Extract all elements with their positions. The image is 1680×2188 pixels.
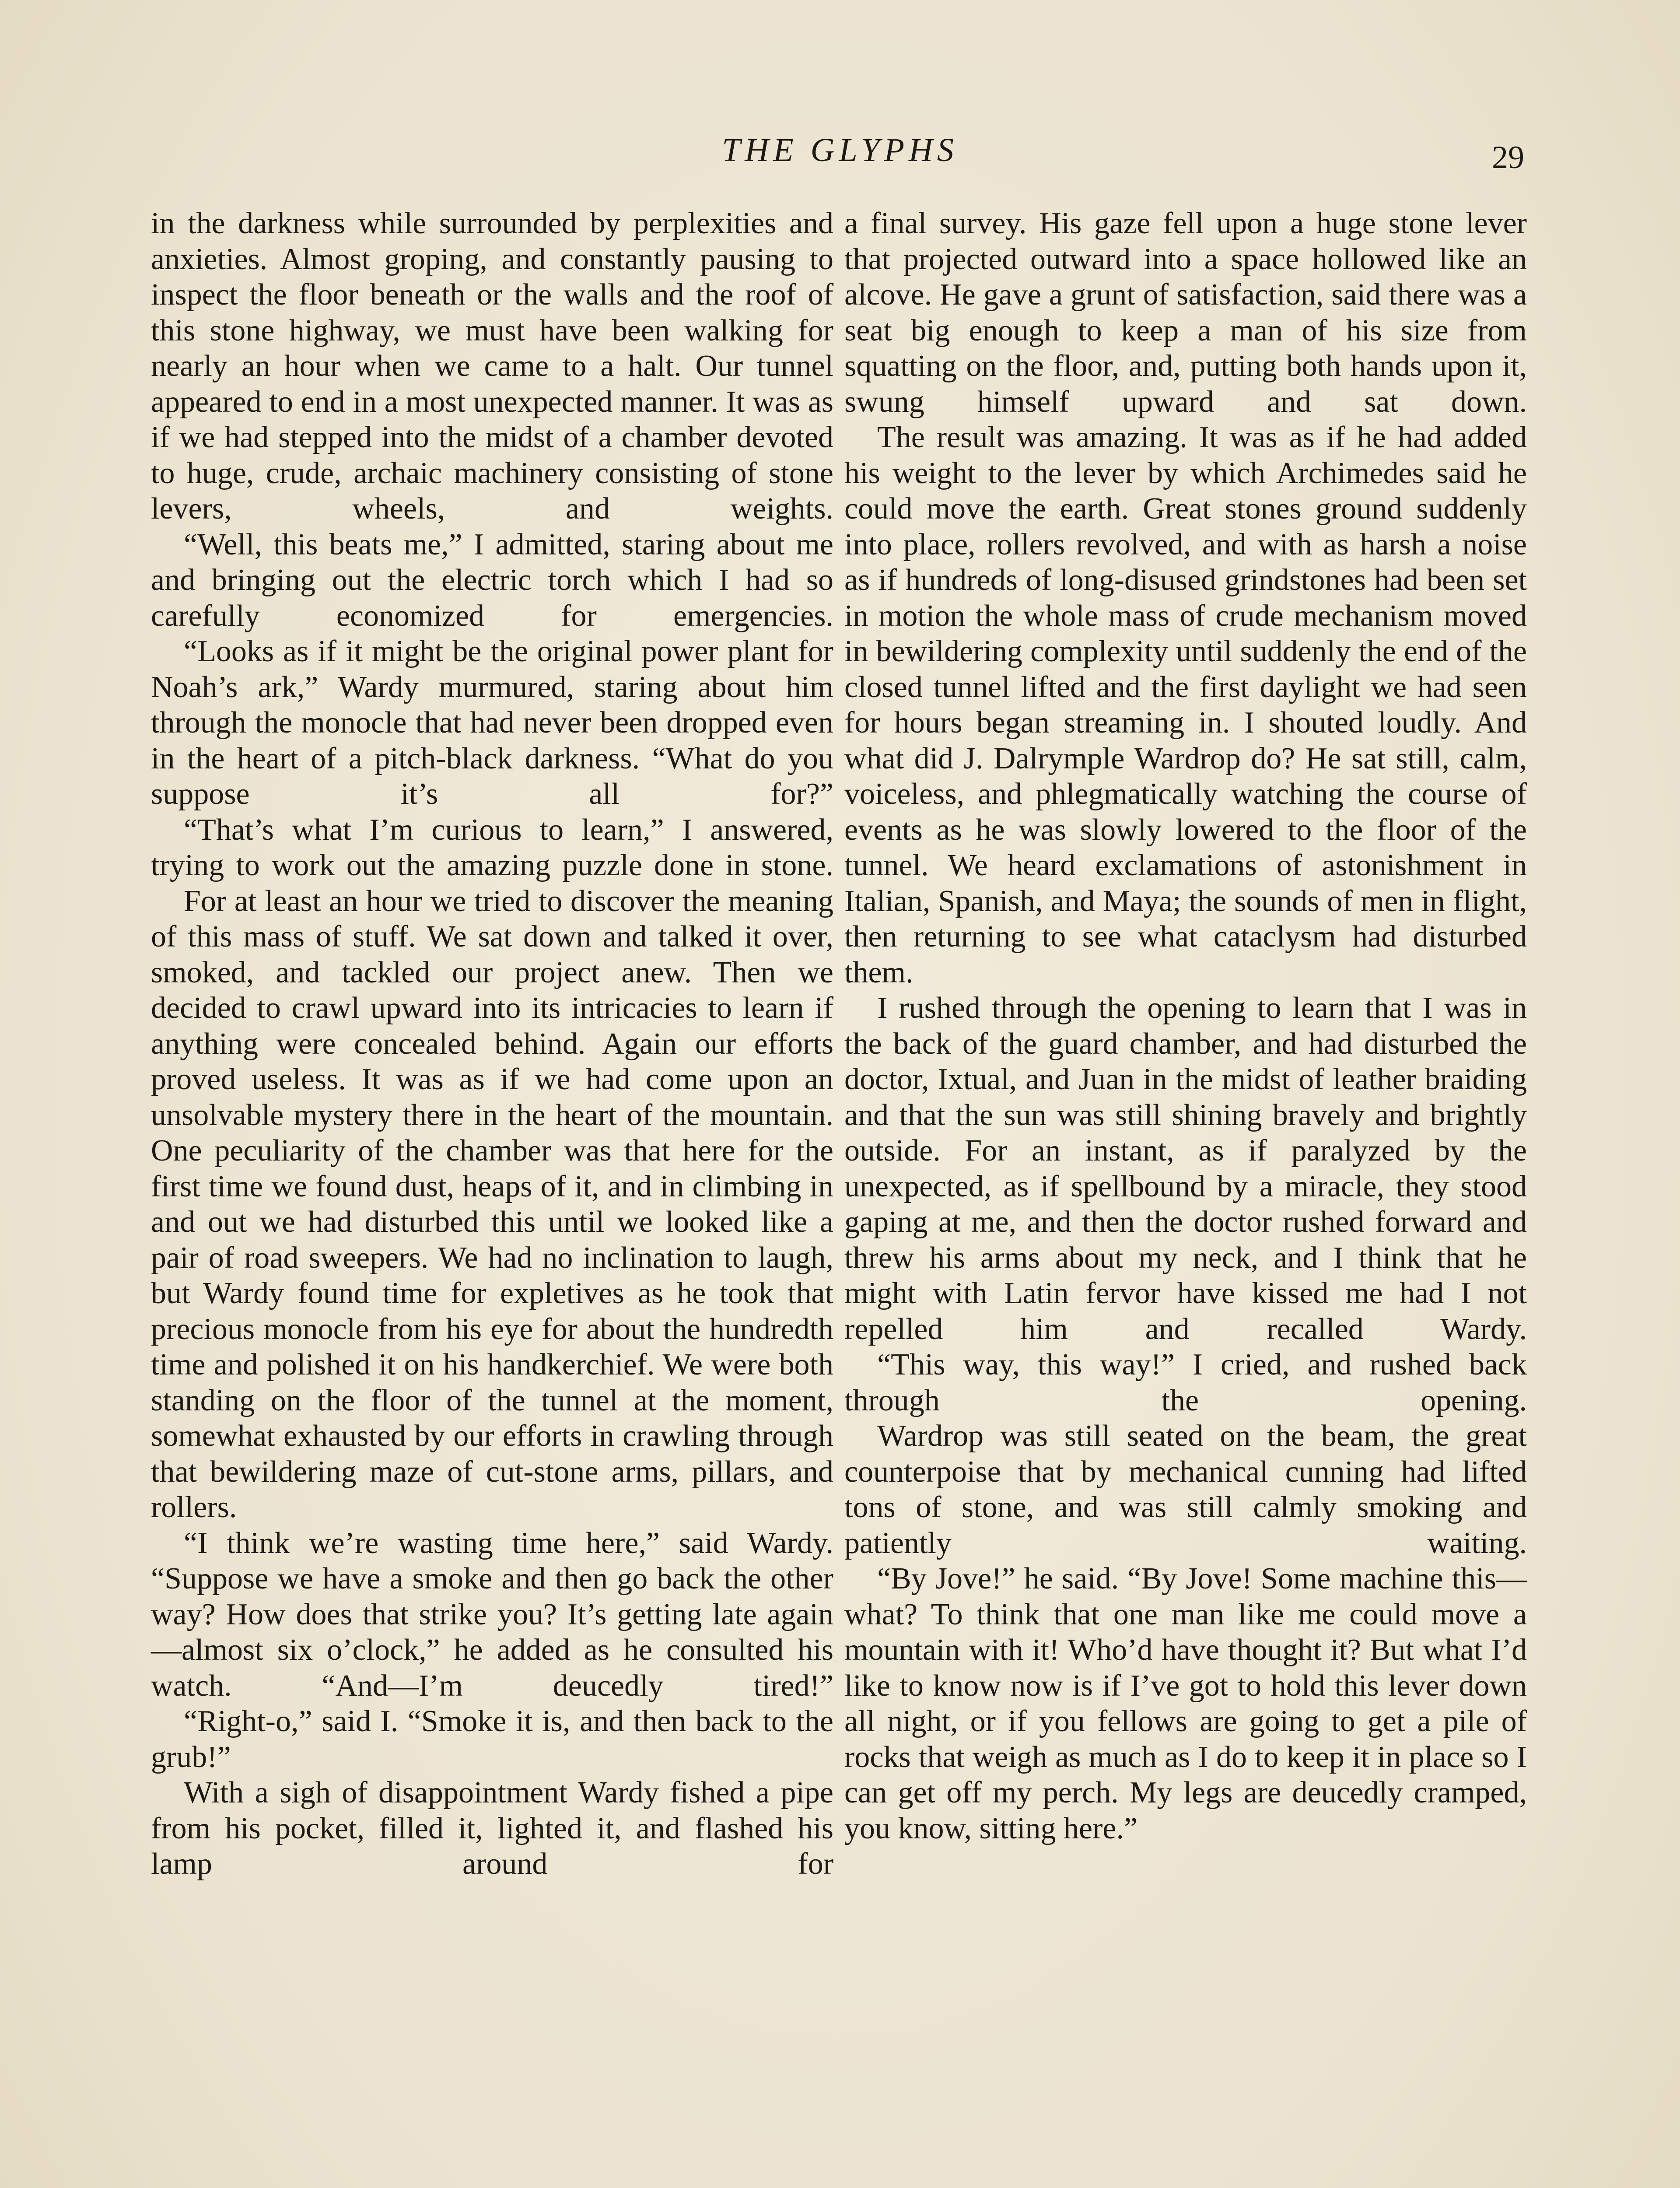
paragraph: “This way, this way!” I cried, and rushed back through the opening. (844, 1348, 1527, 1417)
paragraph: a final survey. His gaze fell upon a huge stone lever that projected outward into a space hollowed like an alcove. He gave a grunt of satisfaction, said there was a seat big enough to keep a man of his size from squatting on the floor, and, putting both hands upon it, swung himself upward and sat down. (844, 207, 1527, 419)
running-head: THE GLYPHS (722, 132, 958, 168)
paragraph: For at least an hour we tried to discover the meaning of this mass of stuff. We sat down and talked it over, smoked, and tackled our project anew. Then we decided to crawl upward into its intricacies to learn if anything were concealed behind. Again our efforts proved useless. It was as if we had come upon an unsolvable mystery there in the heart of the mountain. One peculiarity of the chamber was that here for the first time we found dust, heaps of it, and in climbing in and out we had disturbed this until we looked like a pair of road sweepers. We had no inclination to laugh, but Wardy found time for expletives as he took that precious monocle from his eye for about the hundredth time and polished it on his handkerchief. We were both standing on the floor of the tunnel at the moment, somewhat exhausted by our efforts in crawling through that bewildering maze of cut-stone arms, pillars, and rollers. (151, 884, 833, 1524)
paragraph: “I think we’re wasting time here,” said Wardy. “Suppose we have a smoke and then go back the other way? How does that strike you? It’s getting late again—almost six o’clock,” he added as he consulted his watch. “And—I’m deucedly tired!” (151, 1526, 833, 1703)
left-column (151, 206, 833, 1882)
paragraph: “Well, this beats me,” I admitted, staring about me and bringing out the electric torch which I had so carefully economized for emergencies. (151, 527, 833, 633)
paragraph: The result was amazing. It was as if he had added his weight to the lever by which Archimedes said he could move the earth. Great stones ground suddenly into place, rollers revolved, and with as harsh a noise as if hundreds of long-disused grindstones had been set in motion the whole mass of crude mechanism moved in bewildering complexity until suddenly the end of the closed tunnel lifted and the first daylight we had seen for hours began streaming in. I shouted loudly. And what did J. Dalrymple Wardrop do? He sat still, calm, voiceless, and phlegmatically watching the course of events as he was slowly lowered to the floor of the tunnel. We heard exclamations of astonishment in Italian, Spanish, and Maya; the sounds of men in flight, then returning to see what cataclysm had disturbed them. (844, 421, 1527, 989)
paragraph: “Looks as if it might be the original power plant for Noah’s ark,” Wardy murmured, staring about him through the monocle that had never been dropped even in the heart of a pitch-black darkness. “What do you suppose it’s all for?” (151, 635, 833, 811)
page-number: 29 (1492, 140, 1524, 175)
paragraph: “By Jove!” he said. “By Jove! Some machine this—what? To think that one man like me could move a mountain with it! Who’d have thought it? But what I’d like to know now is if I’ve got to hold this lever down all night, or if you fellows are going to get a pile of rocks that weigh as much as I do to keep it in place so I can get off my perch. My legs are deucedly cramped, you know, sitting here.” (844, 1562, 1527, 1845)
paragraph: “That’s what I’m curious to learn,” I answered, trying to work out the amazing puzzle done in stone. (151, 813, 833, 882)
paragraph: Wardrop was still seated on the beam, the great counterpoise that by mechanical cunning had lifted tons of stone, and was still calmly smoking and patiently waiting. (844, 1419, 1527, 1560)
right-column (844, 206, 1527, 1846)
paragraph: I rushed through the opening to learn that I was in the back of the guard chamber, and had disturbed the doctor, Ixtual, and Juan in the midst of leather braiding and that the sun was still shining bravely and brightly outside. For an instant, as if paralyzed by the unexpected, as if spellbound by a miracle, they stood gaping at me, and then the doctor rushed forward and threw his arms about my neck, and I think that he might with Latin fervor have kissed me had I not repelled him and recalled Wardy. (844, 991, 1527, 1346)
paragraph: “Right-o,” said I. “Smoke it is, and then back to the grub!” (151, 1704, 833, 1774)
paragraph: With a sigh of disappointment Wardy fished a pipe from his pocket, filled it, lighted it, and flashed his lamp around for (151, 1776, 833, 1881)
paragraph: in the darkness while surrounded by perplexities and anxieties. Almost groping, and constantly pausing to inspect the floor beneath or the walls and the roof of this stone highway, we must have been walking for nearly an hour when we came to a halt. Our tunnel appeared to end in a most unexpected manner. It was as if we had stepped into the midst of a chamber devoted to huge, crude, archaic machinery consisting of stone levers, wheels, and weights. (151, 207, 833, 526)
